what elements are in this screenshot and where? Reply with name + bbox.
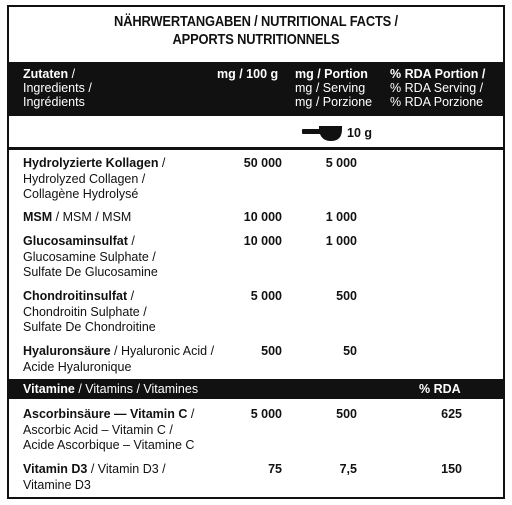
ingredient-name-de: Chondroitinsulfat [23, 289, 128, 303]
value-per-100g: 500 [261, 344, 282, 358]
serving-size-value: 10 g [347, 126, 373, 140]
ingredient-name [23, 210, 238, 226]
vitamins-rda-header: % RDA [419, 382, 461, 396]
ingredient-name-de: Glucosaminsulfat [23, 234, 128, 248]
ingredient-name-sep: / Hyaluronic Acid / [110, 344, 215, 358]
value-per-100g: 5 000 [250, 289, 282, 303]
value-rda: 150 [441, 462, 462, 476]
header-rda [390, 67, 485, 109]
value-per-100g: 75 [268, 462, 282, 476]
value-per-100g: 10 000 [243, 234, 282, 248]
ingredient-name-en: Chondroitin Sulphate / [23, 304, 147, 319]
value-per-portion: 500 [336, 289, 357, 303]
title-line-1: NÄHRWERTANGABEN / NUTRITIONAL FACTS / [114, 13, 398, 30]
header-portion-de: mg / Portion [295, 67, 368, 81]
header-rda-de: % RDA Portion / [390, 67, 486, 81]
table-title [44, 7, 469, 49]
vitamin-name-sep: / [187, 407, 195, 421]
ingredient-name-de: Hydrolyzierte Kollagen [23, 156, 159, 170]
value-per-portion: 1 000 [325, 234, 357, 248]
value-per-100g: 50 000 [243, 156, 282, 170]
vitamin-name-fr: Acide Ascorbique – Vitamine C [23, 438, 195, 452]
header-portion-it: mg / Porzione [295, 95, 373, 109]
value-per-portion: 5 000 [325, 156, 357, 170]
ingredient-name-sep: / MSM / MSM [52, 210, 132, 224]
ingredient-name-fr: Acide Hyaluronique [23, 359, 132, 374]
header-portion-en: mg / Serving [295, 81, 366, 95]
value-per-100g: 10 000 [243, 210, 282, 224]
vitamin-name-en: Ascorbic Acid – Vitamin C / [23, 422, 173, 437]
value-per-portion: 1 000 [325, 210, 357, 224]
header-per-100g-label: mg / 100 g [217, 67, 279, 81]
value-per-100g: 5 000 [250, 407, 282, 421]
header-ingredients-de: Zutaten [23, 67, 69, 81]
ingredient-name-fr: Collagène Hydrolysé [23, 187, 139, 201]
value-per-portion: 7,5 [339, 462, 357, 476]
ingredient-name-sep: / [127, 289, 135, 303]
ingredient-name [23, 234, 238, 281]
ingredient-name [23, 156, 238, 203]
vitamins-section-header [9, 379, 503, 399]
header-ingredients [23, 67, 92, 109]
scoop-icon [302, 124, 342, 142]
header-per-100g [217, 67, 278, 81]
vitamin-name-de: Ascorbinsäure — Vitamin C [23, 407, 188, 421]
ingredient-name-de: MSM [23, 210, 53, 224]
value-per-portion: 50 [343, 344, 357, 358]
ingredient-name-en: Glucosamine Sulphate / [23, 249, 156, 264]
ingredient-name-fr: Sulfate De Chondroitine [23, 320, 156, 334]
column-header-row [9, 62, 503, 116]
vitamins-label-rest: / Vitamins / Vitamines [74, 382, 199, 396]
vitamin-name-fr: Vitamine D3 [23, 477, 91, 492]
value-per-portion: 500 [336, 407, 357, 421]
header-ingredients-en: Ingredients / [23, 81, 92, 95]
ingredient-name-sep: / [158, 156, 166, 170]
header-rda-en: % RDA Serving / [390, 81, 484, 95]
ingredient-name-fr: Sulfate De Glucosamine [23, 265, 158, 279]
header-rda-it: % RDA Porzione [390, 95, 484, 109]
ingredient-name [23, 344, 238, 375]
ingredient-name [23, 289, 238, 336]
ingredient-name-de: Hyaluronsäure [23, 344, 111, 358]
header-ingredients-sep: / [68, 67, 76, 81]
value-rda: 625 [441, 407, 462, 421]
header-per-portion [295, 67, 372, 109]
header-ingredients-fr: Ingrédients [23, 95, 85, 109]
title-line-2: APPORTS NUTRITIONNELS [172, 31, 340, 48]
vitamin-name-de: Vitamin D3 [23, 462, 88, 476]
ingredient-name-sep: / [127, 234, 135, 248]
nutrition-table [7, 5, 505, 499]
vitamins-label-de: Vitamine [23, 382, 75, 396]
ingredient-name-en: Hydrolyzed Collagen / [23, 171, 146, 186]
serving-size-row [9, 117, 503, 150]
vitamin-name [23, 462, 238, 493]
vitamin-name-sep: / Vitamin D3 / [87, 462, 166, 476]
